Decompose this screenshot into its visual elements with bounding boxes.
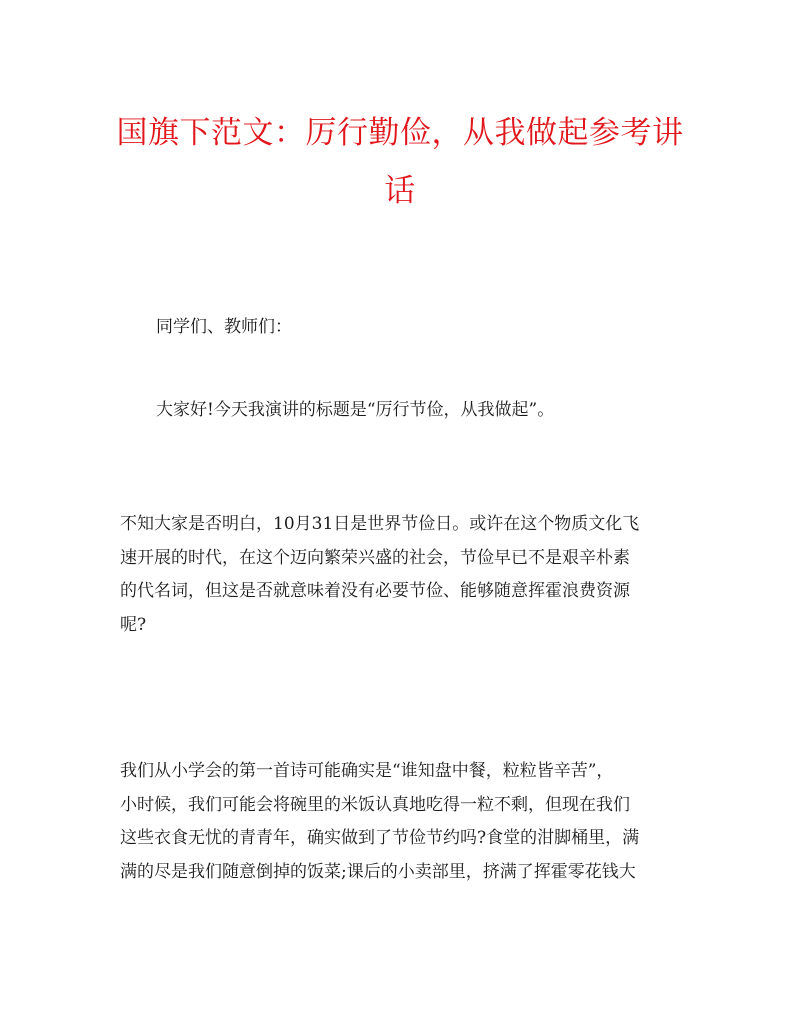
paragraph-2-line: 我们从小学会的第一首诗可能确实是“谁知盘中餐，粒粒皆辛苦”，: [120, 761, 614, 781]
paragraph-1-line: 的代名词，但这是否就意味着没有必要节俭、能够随意挥霍浪费资源: [120, 581, 630, 601]
paragraph-1-line: 呢?: [120, 614, 147, 635]
title-line-2: 话: [384, 173, 416, 209]
paragraph-2: [120, 755, 690, 889]
paragraph-1-line: 不知大家是否明白，10月31日是世界节俭日。或许在这个物质文化飞: [120, 514, 640, 534]
title-line-1: 国旗下范文：厉行勤俭，从我做起参考讲: [116, 115, 684, 151]
document-title: [110, 104, 690, 220]
paragraph-2-line: 小时候，我们可能会将碗里的米饭认真地吃得一粒不剩，但现在我们: [120, 794, 630, 815]
greeting: 同学们、教师们：: [156, 317, 292, 337]
intro-paragraph: 大家好!今天我演讲的标题是“厉行节俭，从我做起”。: [156, 400, 555, 420]
paragraph-2-line: 这些衣食无忧的青青年，确实做到了节俭节约吗?食堂的泔脚桶里，满: [120, 828, 640, 848]
paragraph-2-line: 满的尽是我们随意倒掉的饭菜;课后的小卖部里，挤满了挥霍零花钱大: [120, 861, 636, 882]
paragraph-1-line: 速开展的时代，在这个迈向繁荣兴盛的社会，节俭早已不是艰辛朴素: [120, 547, 630, 568]
paragraph-1: [120, 508, 690, 642]
